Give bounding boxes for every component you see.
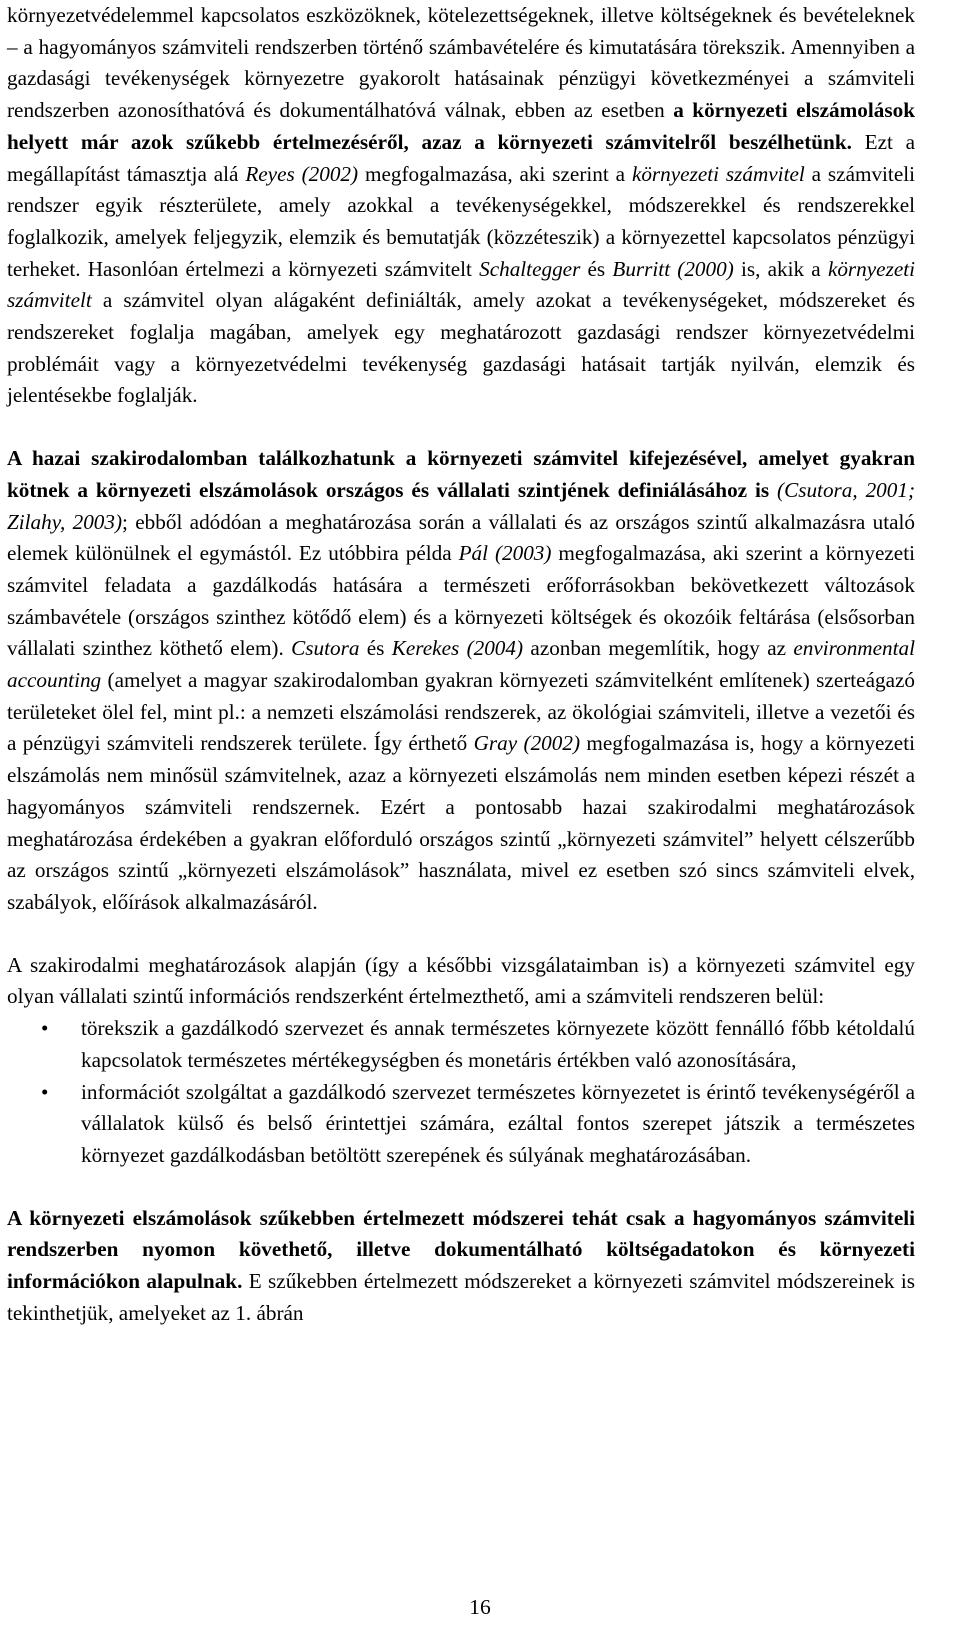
italic-text: (Csutora, 2001; Zilahy, 2003) (7, 477, 916, 534)
text-run: (amelyet a magyar szakirodalomban gyakran környezeti számvitelként említenek) szerteágazó területeket ölel fel, mint pl.: a nemzeti elszámolási rendszerek, az ökológiai számviteli, illetve a vezetői és a pénzügyi számviteli rendszerek területe. Így érthető (7, 668, 915, 756)
bullet-list (7, 1013, 915, 1172)
paragraph-environmental-accounting-definitions (7, 0, 915, 412)
list-item (7, 1013, 915, 1076)
bold-text: A környezeti elszámolások szűkebben értelmezett módszerei tehát csak a hagyományos számviteli rendszerben nyomon követhető, illetve dokumentálható költségadatokon és környezeti információkon alapulnak. (7, 1205, 915, 1294)
bold-text: A hazai szakirodalomban találkozhatunk a környezeti számvitel kifejezésével, amelyet gyakran kötnek a környezeti elszámolások országos és vállalati szintjének definiálásához is (7, 446, 915, 502)
text-run: és (580, 256, 613, 281)
text-run: a számvitel olyan alágaként definiálták, amely azokat a tevékenységeket, módszereket és rendszereket foglalja magában, amelyek egy meghatározott gazdasági rendszer környezetvédelmi problémáit vagy a környezetvédelmi tevékenység gazdasági hatásait tartják nyilván, elemzik és jelentésekbe foglalják. (7, 288, 915, 408)
italic-text: Schaltegger (479, 256, 581, 281)
text-run: Ezt a megállapítást támasztja alá (7, 129, 915, 186)
italic-text: Gray (2002) (473, 731, 581, 756)
list-item-text: információt szolgáltat a gazdálkodó szervezet természetes környezetet is érintő tevékenységéről a vállalatok külső és belső érintettjei számára, ezáltal fontos szerepet játszik a természetes környezet gazdálkodásban betöltött szerepének és súlyának meghatározásában. (81, 1079, 915, 1167)
page-number: 16 (469, 1595, 491, 1619)
italic-text: Reyes (2002) (245, 161, 359, 186)
text-run: E szűkebben értelmezett módszereket a környezeti számvitel módszereinek is tekinthetjük, amelyeket az 1. ábrán (7, 1269, 916, 1325)
text-run: megfogalmazása, aki szerint a környezeti számvitel feladata a gazdálkodás hatására a természeti erőforrásokban bekövetkezett változások számbavétele (országos szinthez kötődő elem) és a környezeti költségek és okozóik feltárása (elsősorban vállalati szinthez köthető elem). (7, 541, 915, 661)
text-run: A szakirodalmi meghatározások alapján (így a későbbi vizsgálataimban is) a környezeti számvitel egy olyan vállalati szintű információs rendszerként értelmezthető, ami a számviteli rendszeren belül: (7, 952, 915, 1009)
italic-text: environmental accounting (7, 636, 915, 693)
italic-text: Burritt (2000) (612, 256, 734, 281)
italic-text: Pál (2003) (458, 541, 552, 566)
paragraph-narrow-methods (7, 1203, 915, 1330)
italic-text: környezeti számvitelt (7, 256, 916, 313)
text-run: megfogalmazása is, hogy a környezeti elszámolás nem minősül számvitelnek, azaz a környezeti elszámolás nem minden esetben képezi részét a hagyományos számviteli rendszernek. Ezért a pontosabb hazai szakirodalmi meghatározások meghatározása érdekében a gyakran előforduló országos szintű „környezeti számvitel” helyett célszerűbb az országos szintű „környezeti elszámolások” használata, mivel ez esetben szó sincs számviteli elvek, szabályok, előírások alkalmazásáról. (7, 731, 915, 914)
italic-text: Csutora (291, 636, 360, 661)
text-run: is, akik a (733, 256, 828, 281)
italic-text: Kerekes (2004) (391, 636, 524, 661)
italic-text: környezeti számvitel (631, 161, 805, 186)
list-item (7, 1077, 915, 1172)
text-run: környezetvédelemmel kapcsolatos eszközöknek, kötelezettségeknek, illetve költségeknek és bevételeknek – a hagyományos számviteli rendszerben történő számbavételére és kimutatására törekszik. Amennyiben a gazdasági tevékenységek környezetre gyakorolt hatásainak pénzügyi következményei a számviteli rendszerben azonosíthatóvá és dokumentálhatóvá válnak, ebben az esetben (7, 3, 915, 123)
text-run: ; ebből adódóan a meghatározása során a vállalati és az országos szintű alkalmazásra utaló elemek különülnek el egymástól. Ez utóbbira példa (7, 509, 915, 566)
text-run: megfogalmazása, aki szerint a (358, 161, 632, 186)
text-run (769, 478, 777, 502)
text-run: a számviteli rendszer egyik részterülete, amely azokkal a tevékenységekkel, módszerekkel és rendszerekkel foglalkozik, amelyek feljegyzik, elemzik és bemutatják (közzéteszik) a környezettel kapcsolatos pénzügyi terheket. Hasonlóan értelmezi a környezeti számvitelt (7, 161, 916, 281)
document-page (7, 0, 915, 1329)
paragraph-information-system-definition (7, 950, 915, 1013)
bullet-marker: • (41, 1016, 49, 1041)
paragraph-hungarian-literature (7, 443, 915, 919)
text-run: és (359, 636, 392, 661)
text-run: azonban megemlítik, hogy az (523, 636, 794, 661)
list-item-text: törekszik a gazdálkodó szervezet és annak természetes környezete között fennálló főbb kétoldalú kapcsolatok természetes mértékegységben és monetáris értékben való azonosítására, (81, 1016, 915, 1072)
bold-text: a környezeti elszámolások helyett már azok szűkebb értelmezéséről, azaz a környezeti számvitelről beszélhetünk. (7, 98, 915, 154)
bullet-marker: • (41, 1079, 49, 1104)
